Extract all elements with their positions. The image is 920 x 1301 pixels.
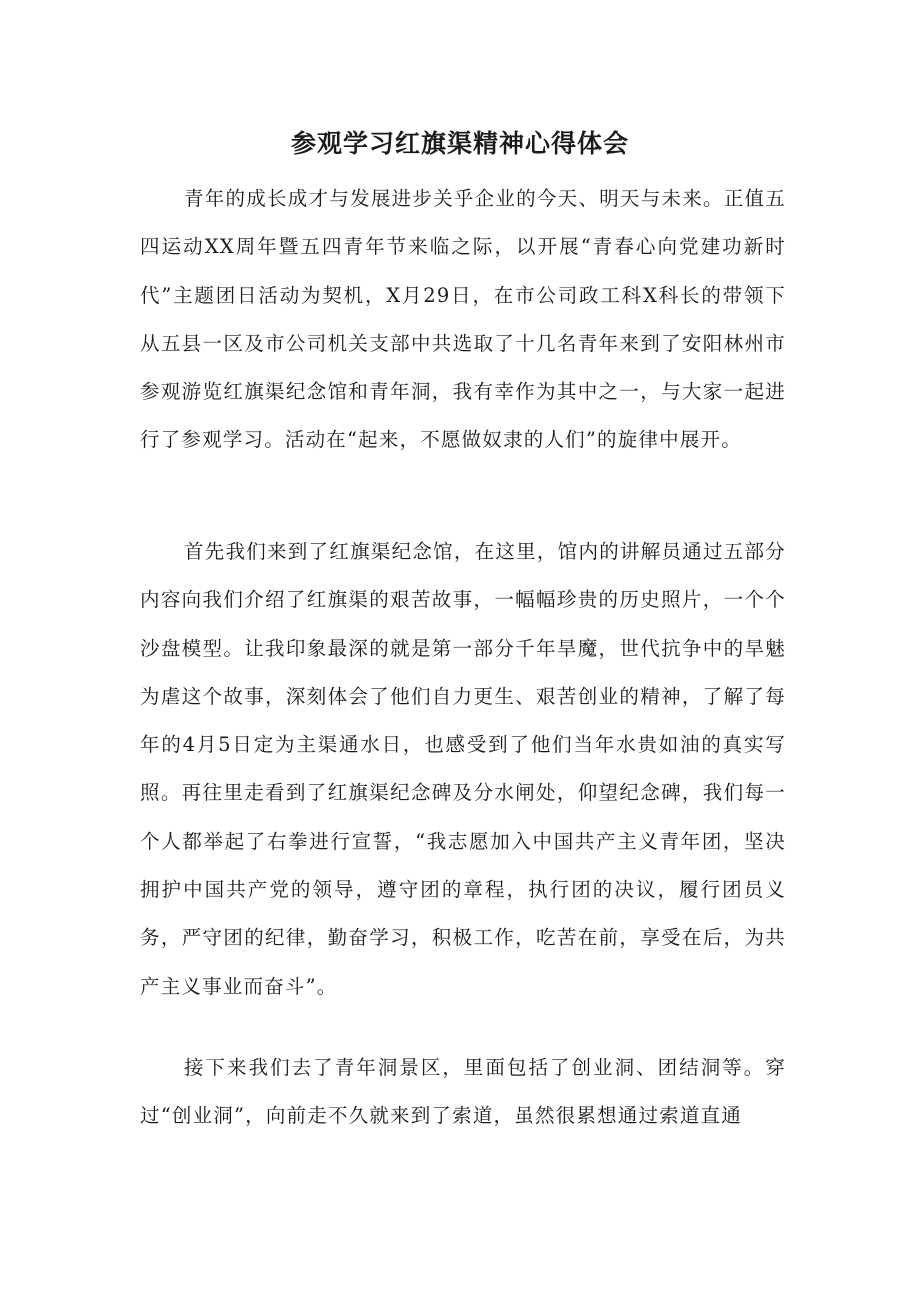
- paragraph-3: 接下来我们去了青年洞景区，里面包括了创业洞、团结洞等。穿过“创业洞”，向前走不久就来到了索道，虽然很累想通过索道直通: [140, 1056, 786, 1128]
- paragraph-1: 青年的成长成才与发展进步关乎企业的今天、明天与未来。正值五四运动XX周年暨五四青年节来临之际，以开展“青春心向党建功新时代”主题团日活动为契机，X月29日，在市公司政工科X科长的带领下从五县一区及市公司机关支部中共选取了十几名青年来到了安阳林州市参观游览红旗渠纪念馆和青年洞，我有幸作为其中之一，与大家一起进行了参观学习。活动在“起来，不愿做奴隶的人们”的旋律中展开。: [140, 187, 786, 452]
- paragraph-2: 首先我们来到了红旗渠纪念馆，在这里，馆内的讲解员通过五部分内容向我们介绍了红旗渠的艰苦故事，一幅幅珍贵的历史照片，一个个沙盘模型。让我印象最深的就是第一部分千年旱魔，世代抗争中的旱魅为虐这个故事，深刻体会了他们自力更生、艰苦创业的精神，了解了每年的4月5日定为主渠通水日，也感受到了他们当年水贵如油的真实写照。再往里走看到了红旗渠纪念碑及分水闸处，仰望纪念碑，我们每一个人都举起了右拳进行宣誓，“我志愿加入中国共产主义青年团，坚决拥护中国共产党的领导，遵守团的章程，执行团的决议，履行团员义务，严守团的纪律，勤奋学习，积极工作，吃苦在前，享受在后，为共产主义事业而奋斗”。: [140, 540, 786, 998]
- document-title: 参观学习红旗渠精神心得体会: [290, 129, 629, 158]
